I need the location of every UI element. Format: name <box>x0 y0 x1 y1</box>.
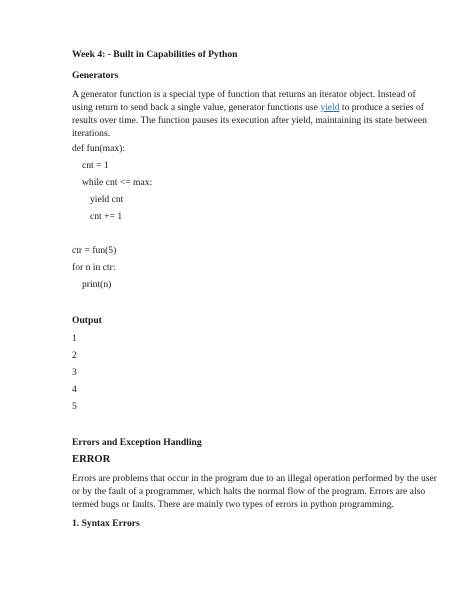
output-value: 5 <box>72 401 77 412</box>
output-value: 3 <box>72 367 77 378</box>
code-line: while cnt <= max: <box>82 177 153 188</box>
errors-heading: Errors and Exception Handling <box>72 437 202 448</box>
output-value: 2 <box>72 350 77 361</box>
yield-link[interactable]: yield <box>320 102 340 113</box>
code-line: cnt += 1 <box>90 211 123 222</box>
page-title: Week 4: - Built in Capabilities of Python <box>72 49 238 60</box>
generators-heading: Generators <box>72 70 119 81</box>
paragraph-line: or by the fault of a programmer, which halts the normal flow of the program. Errors are also <box>72 486 426 497</box>
paragraph-line: termed bugs or faults. There are mainly two types of errors in python programming. <box>72 499 394 510</box>
code-line: def fun(max): <box>72 143 126 154</box>
code-line: print(n) <box>82 279 112 290</box>
error-heading: ERROR <box>72 454 111 465</box>
generators-paragraph <box>72 88 427 140</box>
paragraph-line: using return to send back a single value, generator functions use yield to produce a series of <box>72 102 424 113</box>
output-heading: Output <box>72 315 102 326</box>
output-value: 4 <box>72 384 77 395</box>
paragraph-line: A generator function is a special type of function that returns an iterator object. Instead of <box>72 89 416 100</box>
code-line: for n in ctr: <box>72 262 116 273</box>
paragraph-line: Errors are problems that occur in the program due to an illegal operation performed by the user <box>72 473 437 484</box>
errors-paragraph <box>72 472 437 511</box>
paragraph-line: results over time. The function pauses its execution after yield, maintaining its state between <box>72 115 427 126</box>
output-value: 1 <box>72 333 77 344</box>
paragraph-line: iterations. <box>72 128 111 139</box>
code-line: cnt = 1 <box>82 160 109 171</box>
code-line: ctr = fun(5) <box>72 245 117 256</box>
code-line: yield cnt <box>90 194 124 205</box>
syntax-errors-heading: 1. Syntax Errors <box>72 518 140 529</box>
